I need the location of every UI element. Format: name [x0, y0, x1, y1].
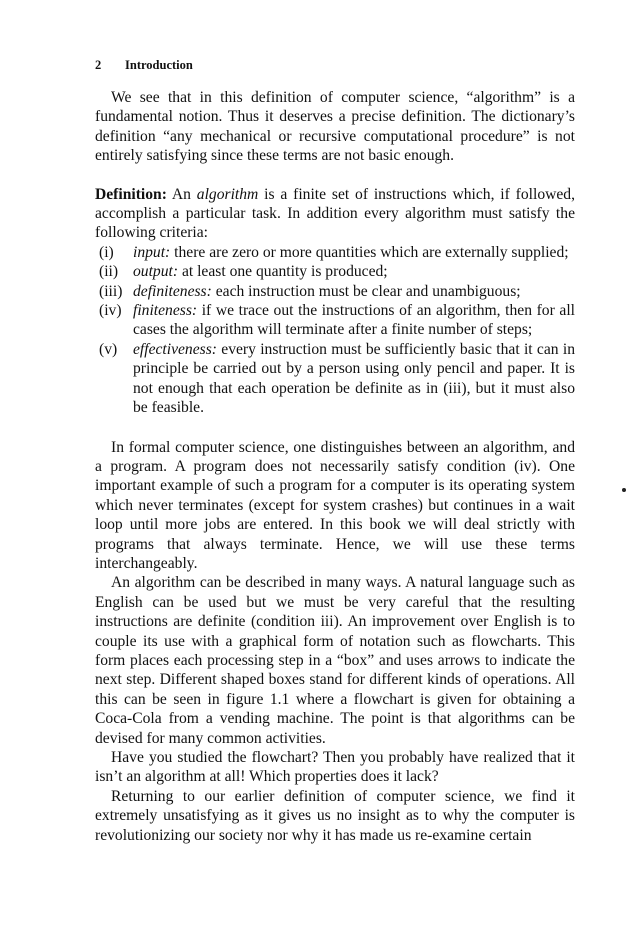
page-content — [95, 58, 575, 845]
criterion-item — [95, 262, 575, 281]
margin-dot — [622, 488, 626, 492]
criterion-text: each instruction must be clear and unambiguous; — [211, 282, 521, 300]
page-number: 2 — [95, 58, 102, 72]
definition-text-b: is a finite set of instructions which, if followed, accomplish a particular task. In addition every algorithm must satisfy the following criteria: — [95, 185, 575, 242]
paragraph-described: An algorithm can be described in many ways. A natural language such as English can be used but we must be very careful that the resulting instructions are definite (condition iii). An improvement over English is to couple its use with a graphical form of notation such as flowcharts. This form places each processing step in a “box” and uses arrows to indicate the next step. Different shaped boxes stand for different kinds of operations. All this can be seen in figure 1.1 where a flowchart is given for obtaining a Coca-Cola from a vending machine. The point is that algorithms can be devised for many common activities. — [95, 574, 575, 747]
criterion-text: at least one quantity is produced; — [178, 263, 388, 281]
criteria-list — [95, 243, 575, 418]
criterion-item — [95, 340, 575, 418]
definition-paragraph — [95, 185, 575, 243]
criterion-number: (ii) — [99, 263, 119, 281]
criterion-number: (iv) — [99, 302, 122, 320]
criterion-text: every instruction must be sufficiently basic that it can in principle be carried out by a person using only pencil and paper. It is not enough that each operation be definite as in (iii), but it must also be feasible. — [133, 340, 575, 417]
criterion-term: input: — [133, 243, 171, 261]
criterion-item — [95, 301, 575, 340]
paragraph-flowchart-question: Have you studied the flowchart? Then you probably have realized that it isn’t an algorithm at all! Which properties does it lack? — [95, 749, 575, 786]
definition-label: Definition: — [95, 185, 167, 203]
criterion-item — [95, 282, 575, 301]
criterion-term: output: — [133, 263, 179, 281]
running-header — [95, 58, 575, 72]
criterion-term: effectiveness: — [133, 340, 217, 358]
criterion-text: there are zero or more quantities which are externally supplied; — [170, 243, 569, 261]
criterion-text: if we trace out the instructions of an algorithm, then for all cases the algorithm will terminate after a finite number of steps; — [133, 302, 575, 339]
criterion-number: (iii) — [99, 282, 123, 300]
criterion-number: (v) — [99, 340, 118, 358]
criterion-number: (i) — [99, 243, 114, 261]
criterion-term: finiteness: — [133, 302, 198, 320]
paragraph-algorithm-notion: We see that in this definition of computer science, “algorithm” is a fundamental notion. Thus it deserves a precise definition. The dictionary’s definition “any mechanical or recursive computational procedure” is not entirely satisfying since these terms are not basic enough. — [95, 89, 575, 165]
running-title: Introduction — [125, 58, 193, 72]
definition-term: algorithm — [196, 185, 259, 203]
criterion-term: definiteness: — [133, 282, 212, 300]
definition-text-a: An — [166, 185, 197, 203]
paragraph-formal-cs: In formal computer science, one distinguishes between an algorithm, and a program. A program does not necessarily satisfy condition (iv). One important example of such a program for a computer is its operating system which never terminates (except for system crashes) but continues in a wait loop until more jobs are entered. In this book we will deal strictly with programs that always terminate. Hence, we will use these terms interchangeably. — [95, 438, 575, 572]
criterion-item — [95, 243, 575, 262]
paragraph-returning: Returning to our earlier definition of computer science, we find it extremely unsatisfying as it gives us no insight as to why the computer is revolutionizing our society nor why it has made us re-examine certain — [95, 787, 575, 844]
